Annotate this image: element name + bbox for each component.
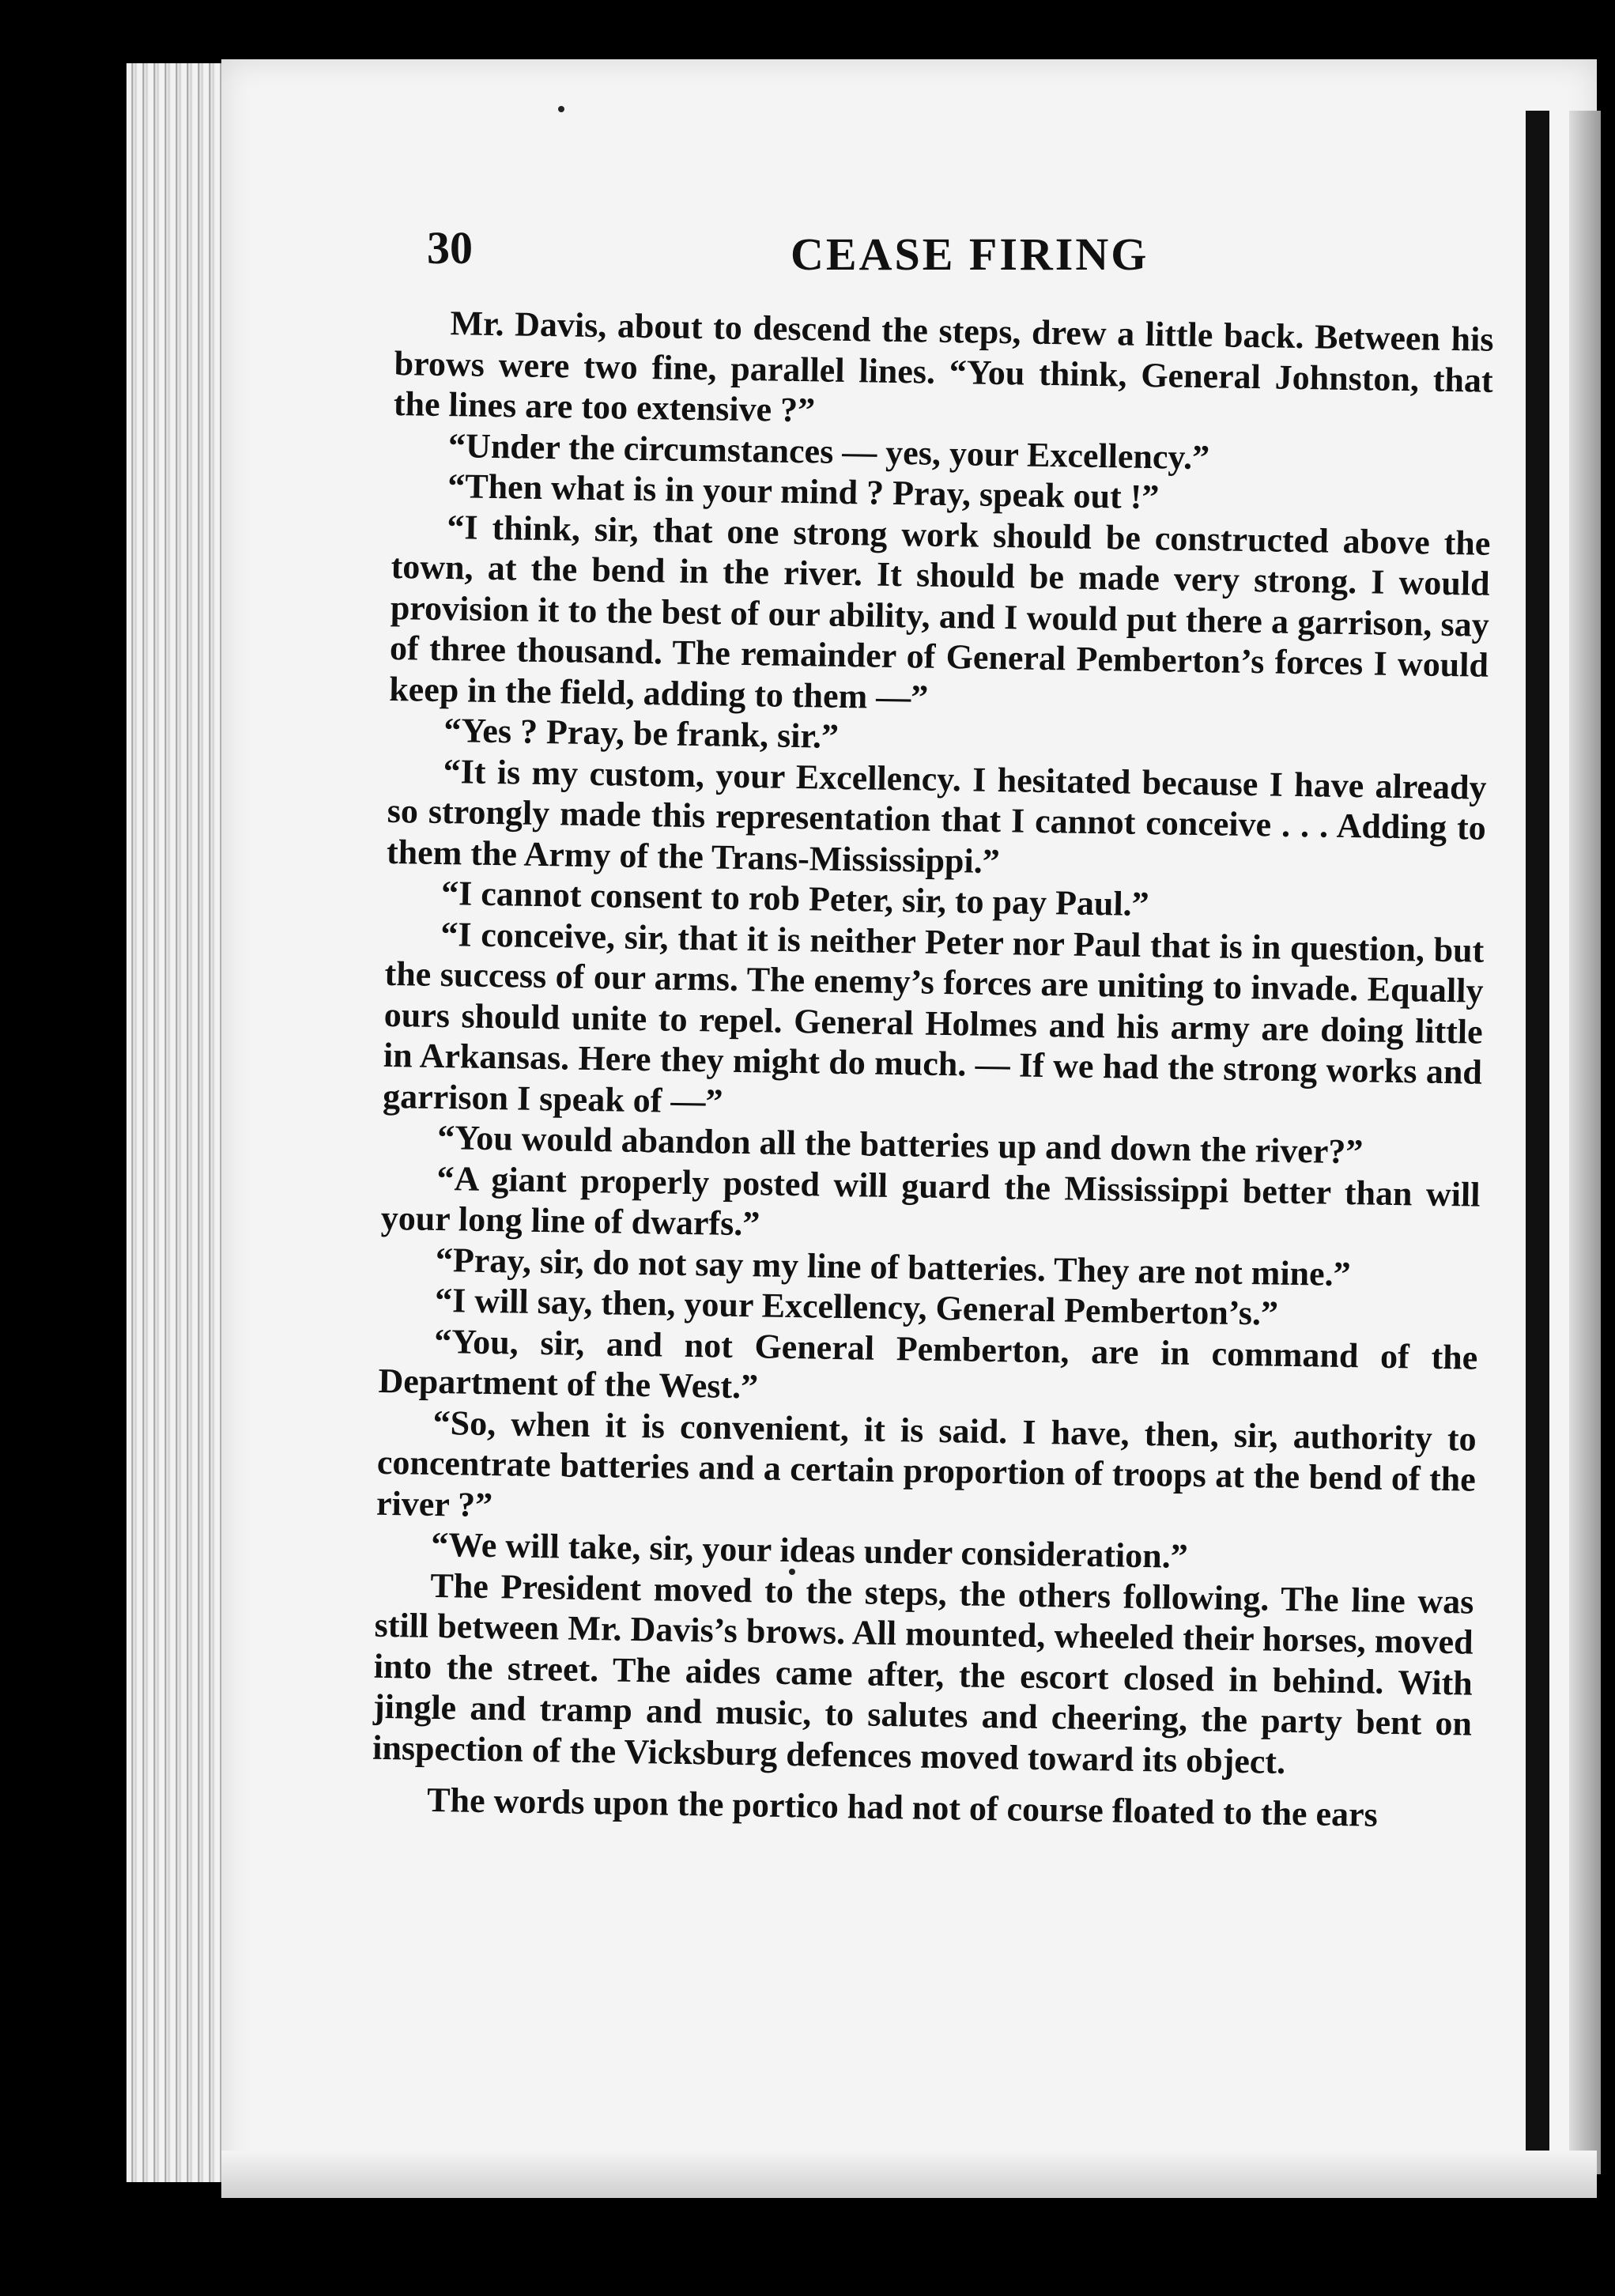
paragraph: “Pray, sir, do not say my line of batteries. They are not mine.” [435,1240,1352,1293]
paragraph: “Yes ? Pray, be frank, sir.” [443,711,840,756]
paragraph: “I think, sir, that one strong work should be constructed above the town, at the bend in the river. It should be made very strong. I would provision it to the best of our ability, and I would put there a garrison, say of three thousand. The remainder of General Pemberton’s forces I would keep in the field, adding to them —” [388,507,1491,717]
body-text [372,302,1494,1837]
paragraph: The President moved to the steps, the others following. The line was still between Mr. Davis’s brows. All mounted, wheeled their horses, moved into the street. The aides came after, the escort closed in behind. With jingle and tramp and music, to salutes and cheering, the party bent on inspection of the Vicksburg defences moved toward its object. [372,1565,1474,1781]
paragraph: The words upon the portico had not of course floated to the ears [426,1780,1379,1834]
paragraph: “You would abandon all the batteries up and down the river?” [437,1117,1364,1172]
paragraph: “I will say, then, your Excellency, General Pemberton’s.” [434,1280,1279,1333]
facing-page-sliver [1569,111,1601,2174]
paragraph: “Under the circumstances — yes, your Excellency.” [447,425,1210,477]
book-page-edges [126,63,237,2182]
running-title: CEASE FIRING [791,228,1149,280]
page-number: 30 [427,222,473,274]
paragraph: Mr. Davis, about to descend the steps, drew a little back. Between his brows were two fine, parallel lines. “You think, General Johnston, that the lines are too extensive ?” [393,304,1494,430]
speck-mark [558,106,564,112]
paragraph: “I conceive, sir, that it is neither Peter nor Paul that is in question, but the success of our arms. The enemy’s forces are uniting to invade. Equally ours should unite to repel. General Holmes and his army are doing little in Arkansas. Here they might do much. — If we had the strong works and garrison I speak of —” [382,914,1485,1121]
paragraph: “Then what is in your mind ? Pray, speak out !” [447,466,1160,517]
book-gutter-shadow [1526,111,1549,2174]
paragraph: “A giant properly posted will guard the Mississippi better than will your long line of dwarfs.” [380,1158,1481,1244]
paragraph: “It is my custom, your Excellency. I hesitated because I have already so strongly made this representation that I cannot conceive . . . Adding to them the Army of the Trans-Mississippi.” [386,751,1487,881]
paragraph: “So, when it is convenient, it is said. I have, then, sir, authority to concentrate batteries and a certain proportion of troops at the bend of the river ?” [375,1403,1477,1524]
paragraph: “We will take, sir, your ideas under consideration.” [430,1524,1189,1576]
page-bottom-shadow [221,2151,1597,2198]
paragraph: “I cannot consent to rob Peter, sir, to pay Paul.” [440,874,1150,924]
page-header [427,221,1494,285]
paragraph: “You, sir, and not General Pemberton, are in command of the Department of the West.” [378,1321,1478,1407]
